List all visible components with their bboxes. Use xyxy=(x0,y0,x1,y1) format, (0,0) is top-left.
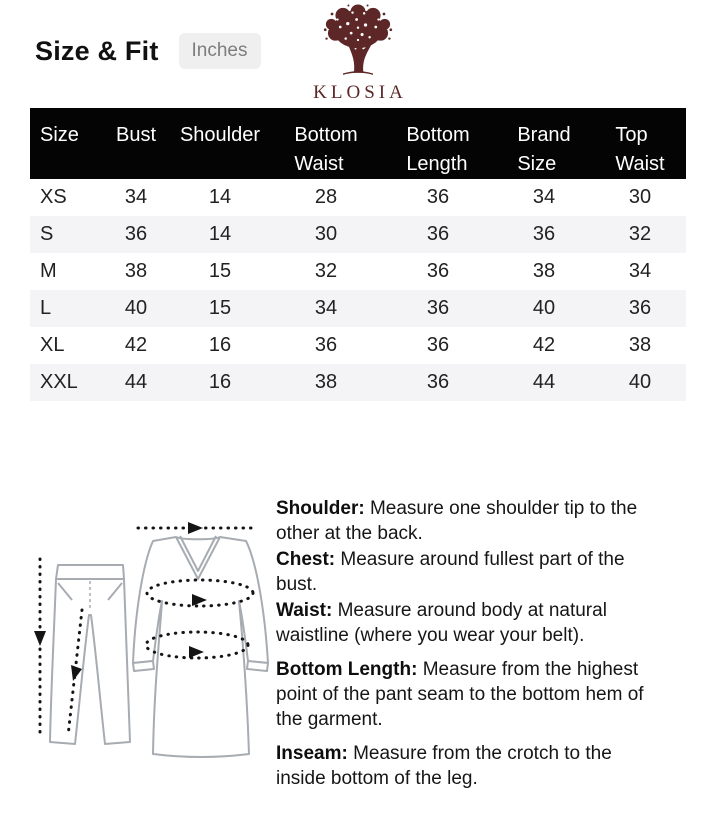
outseam-measure-line xyxy=(34,559,46,737)
cell-top-waist: 32 xyxy=(628,223,652,245)
cell-bottom-waist: 38 xyxy=(314,371,338,393)
instruction-inseam: Inseam: Measure from the crotch to the inside bottom of the leg. xyxy=(276,743,612,789)
cell-bottom-waist: 28 xyxy=(314,186,338,208)
cell-size: L xyxy=(40,297,52,319)
instruction-chest: Chest: Measure around fullest part of the bust. xyxy=(276,549,625,595)
cell-shoulder: 14 xyxy=(208,186,232,208)
page-title: Size & Fit xyxy=(35,35,159,66)
cell-bottom-waist: 30 xyxy=(314,223,338,245)
cell-brand-size: 42 xyxy=(532,334,556,356)
cell-brand-size: 34 xyxy=(532,186,556,208)
table-row-xl xyxy=(30,327,686,364)
measurement-illustration xyxy=(20,503,270,785)
instruction-bottom-length: Bottom Length: Measure from the highest point of the pant seam to the bottom hem of the garment. xyxy=(276,659,644,730)
cell-bust: 42 xyxy=(124,334,148,356)
cell-brand-size: 38 xyxy=(532,260,556,282)
cell-bottom-waist: 32 xyxy=(314,260,338,282)
shoulder-measure-line xyxy=(138,522,254,534)
cell-size: M xyxy=(40,260,57,282)
cell-bust: 38 xyxy=(124,260,148,282)
cell-size: S xyxy=(40,223,54,245)
cell-top-waist: 38 xyxy=(628,334,652,356)
cell-brand-size: 40 xyxy=(532,297,556,319)
cell-bust: 44 xyxy=(124,371,148,393)
cell-bottom-waist: 34 xyxy=(314,297,338,319)
measurement-instructions xyxy=(276,496,662,792)
instruction-shoulder: Shoulder: Measure one shoulder tip to the other at the back. xyxy=(276,498,638,544)
brand-tree-icon xyxy=(317,4,399,76)
column-header-bust: Bust xyxy=(102,108,170,179)
cell-bottom-length: 36 xyxy=(426,371,450,393)
cell-shoulder: 14 xyxy=(208,223,232,245)
cell-top-waist: 40 xyxy=(628,371,652,393)
cell-bust: 34 xyxy=(124,186,148,208)
cell-bottom-length: 36 xyxy=(426,186,450,208)
cell-bottom-length: 36 xyxy=(426,223,450,245)
table-row-s xyxy=(30,216,686,253)
cell-bust: 36 xyxy=(124,223,148,245)
cell-brand-size: 36 xyxy=(532,223,556,245)
table-row-xxl xyxy=(30,364,686,401)
cell-shoulder: 16 xyxy=(208,334,232,356)
cell-brand-size: 44 xyxy=(532,371,556,393)
cell-shoulder: 16 xyxy=(208,371,232,393)
column-header-bottom-length: Bottom Length xyxy=(382,108,494,179)
cell-bust: 40 xyxy=(124,297,148,319)
pants-sketch xyxy=(50,565,130,744)
column-header-shoulder: Shoulder xyxy=(170,108,270,179)
brand-name: KLOSIA xyxy=(313,82,407,103)
size-chart-table xyxy=(30,108,686,401)
instruction-waist: Waist: Measure around body at natural waistline (where you wear your belt). xyxy=(276,600,607,646)
column-header-bottom-waist: Bottom Waist xyxy=(270,108,382,179)
cell-top-waist: 36 xyxy=(628,297,652,319)
table-row-xs xyxy=(30,179,686,216)
cell-top-waist: 34 xyxy=(628,260,652,282)
cell-size: XL xyxy=(40,334,65,356)
cell-bottom-length: 36 xyxy=(426,297,450,319)
cell-shoulder: 15 xyxy=(208,260,232,282)
cell-bottom-length: 36 xyxy=(426,334,450,356)
cell-bottom-length: 36 xyxy=(426,260,450,282)
cell-bottom-waist: 36 xyxy=(314,334,338,356)
column-header-brand-size: Brand Size xyxy=(494,108,594,179)
size-chart-header xyxy=(30,108,686,179)
table-row-m xyxy=(30,253,686,290)
table-row-l xyxy=(30,290,686,327)
cell-size: XS xyxy=(40,186,67,208)
column-header-top-waist: Top Waist xyxy=(594,108,686,179)
cell-top-waist: 30 xyxy=(628,186,652,208)
cell-size: XXL xyxy=(40,371,78,393)
cell-shoulder: 15 xyxy=(208,297,232,319)
units-badge[interactable]: Inches xyxy=(179,33,261,69)
column-header-size: Size xyxy=(30,108,102,179)
